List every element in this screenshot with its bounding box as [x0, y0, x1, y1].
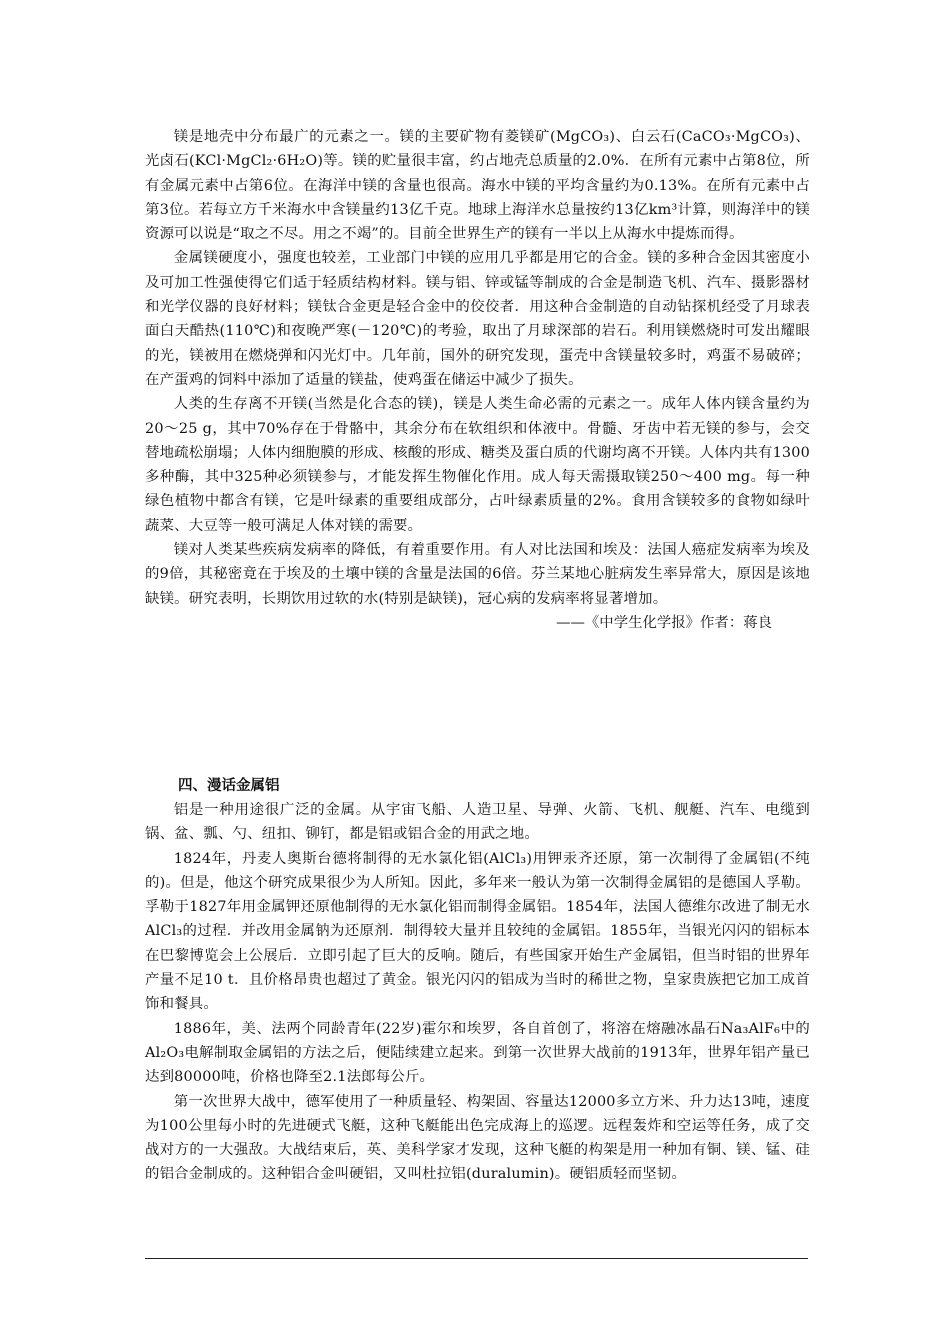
magnesium-article [145, 125, 810, 635]
footer-divider [145, 1258, 808, 1259]
section-heading: 四、漫话金属铝 [178, 778, 280, 794]
paragraph: 第一次世界大战中，德军使用了一种质量轻、构架固、容量达12000多立方米、升力达13吨，速度为100公里每小时的先进硬式飞艇，这种飞艇能出色完成海上的巡逻。远程轰炸和空运等任务，成了交战对方的一大强敌。大战结束后，英、美科学家才发现，这种飞艇的构架是用一种加有铜、镁、锰、硅的铝合金制成的。这种铝合金叫硬铝，又叫杜拉铝(duralumin)。硬铝质轻而坚韧。 [145, 1093, 810, 1183]
paragraph: 1886年，美、法两个同龄青年(22岁)霍尔和埃罗，各自首创了，将溶在熔融冰晶石Na₃AlF₆中的Al₂O₃电解制取金属铝的方法之后，便陆续建立起来。到第一次世界大战前的1913年，世界年铝产量已达到80000吨，价格也降至2.1法郎每公斤。 [145, 1020, 810, 1086]
paragraph: 镁是地壳中分布最广的元素之一。镁的主要矿物有菱镁矿(MgCO₃)、白云石(CaCO₃·MgCO₃)、光卤石(KCl·MgCl₂·6H₂O)等。镁的贮量很丰富，约占地壳总质量的2.0%．在所有元素中占第8位，所有金属元素中占第6位。在海洋中镁的含量也很高。海水中镁的平均含量约为0.13%。在所有元素中占第3位。若每立方千米海水中含镁量约13亿千克。地球上海洋水总量按约13亿km³计算，则海洋中的镁资源可以说是“取之不尽。用之不竭”的。目前全世界生产的镁有一半以上从海水中提炼而得。 [145, 129, 810, 243]
paragraph: 金属镁硬度小，强度也较差，工业部门中镁的应用几乎都是用它的合金。镁的多种合金因其密度小及可加工性强使得它们适于轻质结构材料。镁与铝、锌或锰等制成的合金是制造飞机、汽车、摄影器材和光学仪器的良好材料；镁钛合金更是轻合金中的佼佼者．用这种合金制造的自动钻探机经受了月球表面白天酷热(110℃)和夜晚严寒(－120℃)的考验，取出了月球深部的岩石。利用镁燃烧时可发出耀眼的光，镁被用在燃烧弹和闪光灯中。几年前，国外的研究发现，蛋壳中含镁量较多时，鸡蛋不易破碎；在产蛋鸡的饲料中添加了适量的镁盐，使鸡蛋在储运中减少了损失。 [145, 250, 810, 388]
paragraph: 人类的生存离不开镁(当然是化合态的镁)，镁是人类生命必需的元素之一。成年人体内镁含量约为20～25 g，其中70%存在于骨骼中，其余分布在软组织和体液中。骨髓、牙齿中若无镁的参与，会交替地疏松崩塌；人体内细胞膜的形成、核酸的形成、糖类及蛋白质的代谢均离不开镁。人体内共有1300多种酶，其中325种必须镁参与，才能发挥生物催化作用。成人每天需摄取镁250～400 mg。每一种绿色植物中都含有镁，它是叶绿素的重要组成部分，占叶绿素质量的2%。食用含镁较多的食物如绿叶蔬菜、大豆等一般可满足人体对镁的需要。 [145, 396, 810, 534]
paragraph: 铝是一种用途很广泛的金属。从宇宙飞船、人造卫星、导弹、火箭、飞机、舰艇、汽车、电缆到锅、盆、瓢、勺、纽扣、铆钉，都是铝或铝合金的用武之地。 [145, 802, 810, 843]
article-signature: ——《中学生化学报》作者：蒋良 [556, 614, 772, 631]
paragraph: 1824年，丹麦人奥斯台德将制得的无水氯化铝(AlCl₃)用钾汞齐还原，第一次制得了金属铝(不纯的)。但是，他这个研究成果很少为人所知。因此，多年来一般认为第一次制得金属铝的是德国人孚勒。孚勒于1827年用金属钾还原他制得的无水氯化铝而制得金属铝。1854年，法国人德维尔改进了制无水AlCl₃的过程．并改用金属钠为还原剂．制得较大量并且较纯的金属铝。1855年，当银光闪闪的铝标本在巴黎博览会上公展后．立即引起了巨大的反响。随后，有些国家开始生产金属铝，但当时铝的世界年产量不足10 t．且价格昂贵也超过了黄金。银光闪闪的铝成为当时的稀世之物，皇家贵族把它加工成首饰和餐具。 [145, 850, 810, 1013]
aluminum-article [145, 798, 810, 1187]
paragraph: 镁对人类某些疾病发病率的降低，有着重要作用。有人对比法国和埃及：法国人癌症发病率为埃及的9倍，其秘密竟在于埃及的土壤中镁的含量是法国的6倍。芬兰某地心脏病发生率异常大，原因是该地缺镁。研究表明，长期饮用过软的水(特别是缺镁)，冠心病的发病率将显著增加。 [145, 542, 810, 607]
